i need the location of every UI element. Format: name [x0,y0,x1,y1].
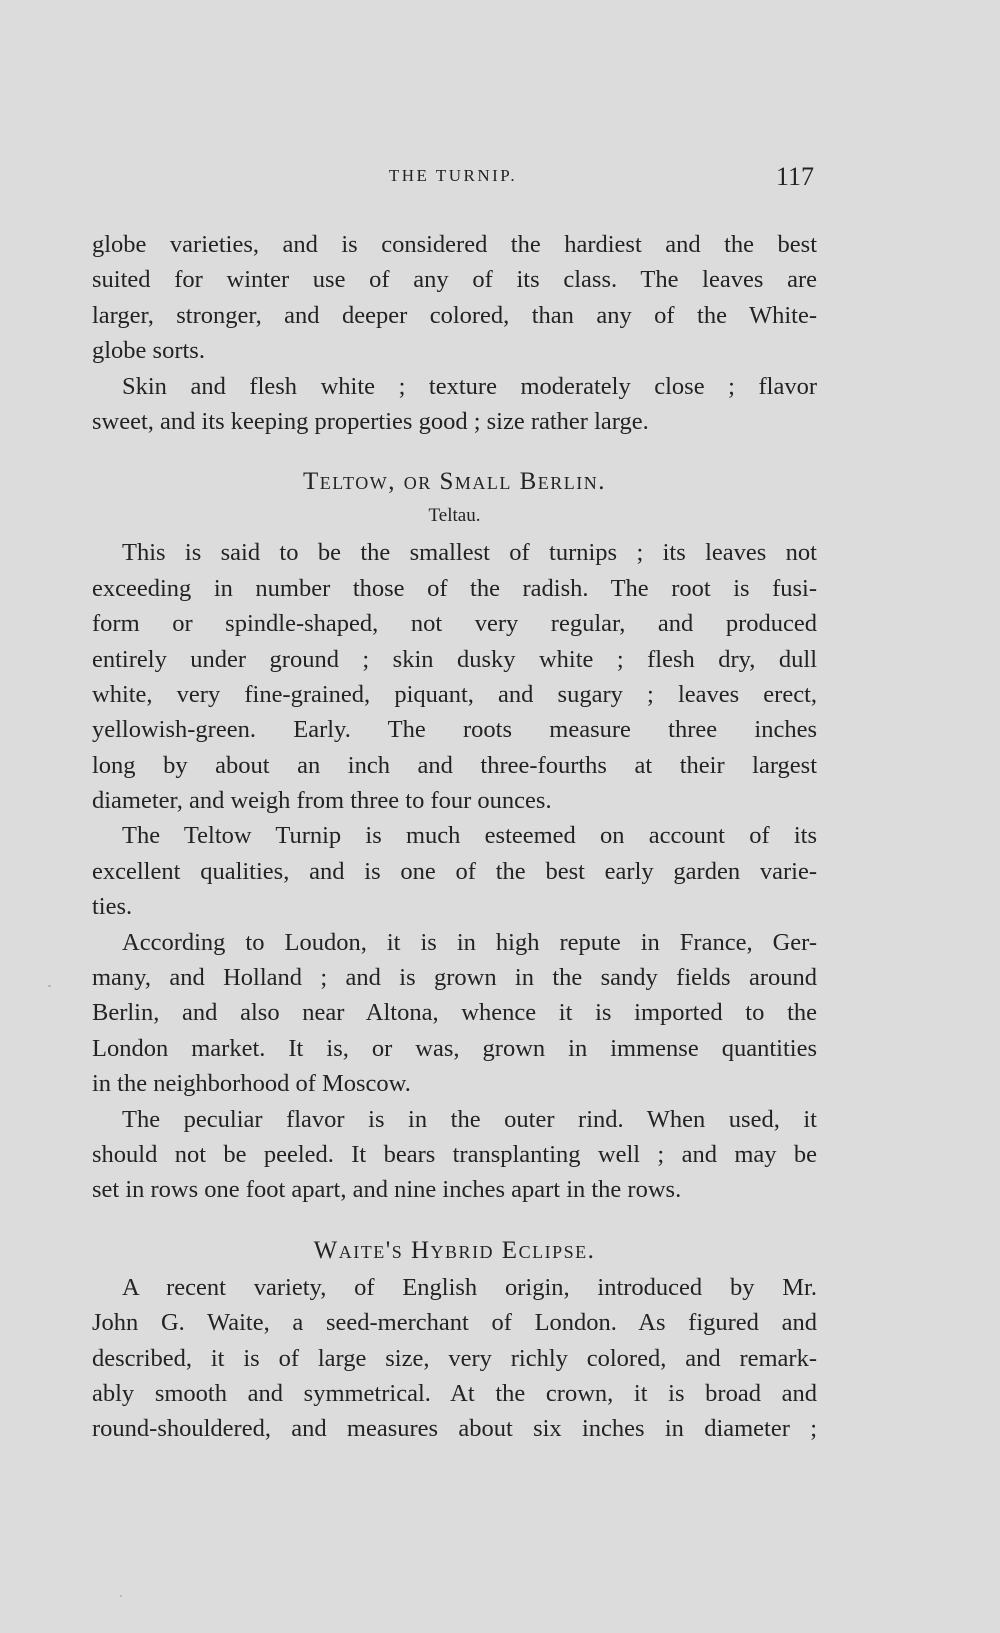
paragraph [92,535,817,818]
text-line: exceeding in number those of the radish. The root is fusi- [92,574,817,602]
text-line: suited for winter use of any of its class. The leaves are [92,266,817,294]
page-number: 117 [775,162,814,191]
text-line: The Teltow Turnip is much esteemed on account of its [122,822,817,850]
text-line: ties. [92,893,133,921]
text-line: entirely under ground ; skin dusky white ; flesh dry, dull [92,645,817,673]
text-line: John G. Waite, a seed-merchant of London. As figured and [92,1309,817,1337]
text-line: many, and Holland ; and is grown in the sandy fields around [92,964,817,992]
text-line: The peculiar flavor is in the outer rind. When used, it [122,1105,817,1133]
text-line: in the neighborhood of Moscow. [92,1070,411,1098]
text-line: yellowish-green. Early. The roots measure three inches [92,716,817,744]
text-line: diameter, and weigh from three to four ounces. [92,787,552,815]
text-line: white, very fine-grained, piquant, and sugary ; leaves erect, [92,680,817,708]
text-line: A recent variety, of English origin, introduced by Mr. [122,1273,817,1301]
text-line: form or spindle-shaped, not very regular, and produced [92,610,817,638]
running-title: THE TURNIP. [388,166,518,185]
text-line: This is said to be the smallest of turnips ; its leaves not [122,539,817,567]
paper-speck [120,1595,122,1597]
text-line: globe varieties, and is considered the hardiest and the best [92,231,817,258]
section-heading: Waite's Hybrid Eclipse. [313,1236,596,1264]
text-line: larger, stronger, and deeper colored, than any of the White- [92,301,817,329]
text-line: round-shouldered, and measures about six inches in diameter ; [92,1415,817,1443]
text-line: sweet, and its keeping properties good ; size rather large. [92,407,649,435]
text-line: According to Loudon, it is in high repute in France, Ger- [122,928,817,956]
running-head [92,162,814,202]
paragraph [92,1102,817,1208]
text-line: London market. It is, or was, grown in immense quantities [92,1034,817,1062]
paragraph [92,227,817,369]
text-line: ably smooth and symmetrical. At the crown, it is broad and [92,1379,817,1407]
text-line: long by about an inch and three-fourths at their largest [92,751,817,779]
text-line: Berlin, and also near Altona, whence it is imported to the [92,999,817,1027]
text-line: excellent qualities, and is one of the best early garden varie- [92,857,817,885]
paper-speck [48,985,51,987]
paragraph [92,1270,817,1447]
text-line: described, it is of large size, very richly colored, and remark- [92,1344,817,1372]
text-line: globe sorts. [92,337,205,365]
text-line: should not be peeled. It bears transplanting well ; and may be [92,1140,817,1168]
paragraph [92,818,817,924]
section-synonym: Teltau. [428,505,481,527]
text-line: set in rows one foot apart, and nine inches apart in the rows. [92,1176,682,1204]
paragraph [92,369,817,440]
text-line: Skin and flesh white ; texture moderately close ; flavor [122,372,817,400]
section-heading: Teltow, or Small Berlin. [302,468,607,496]
paragraph [92,925,817,1102]
body-text [92,227,817,1447]
